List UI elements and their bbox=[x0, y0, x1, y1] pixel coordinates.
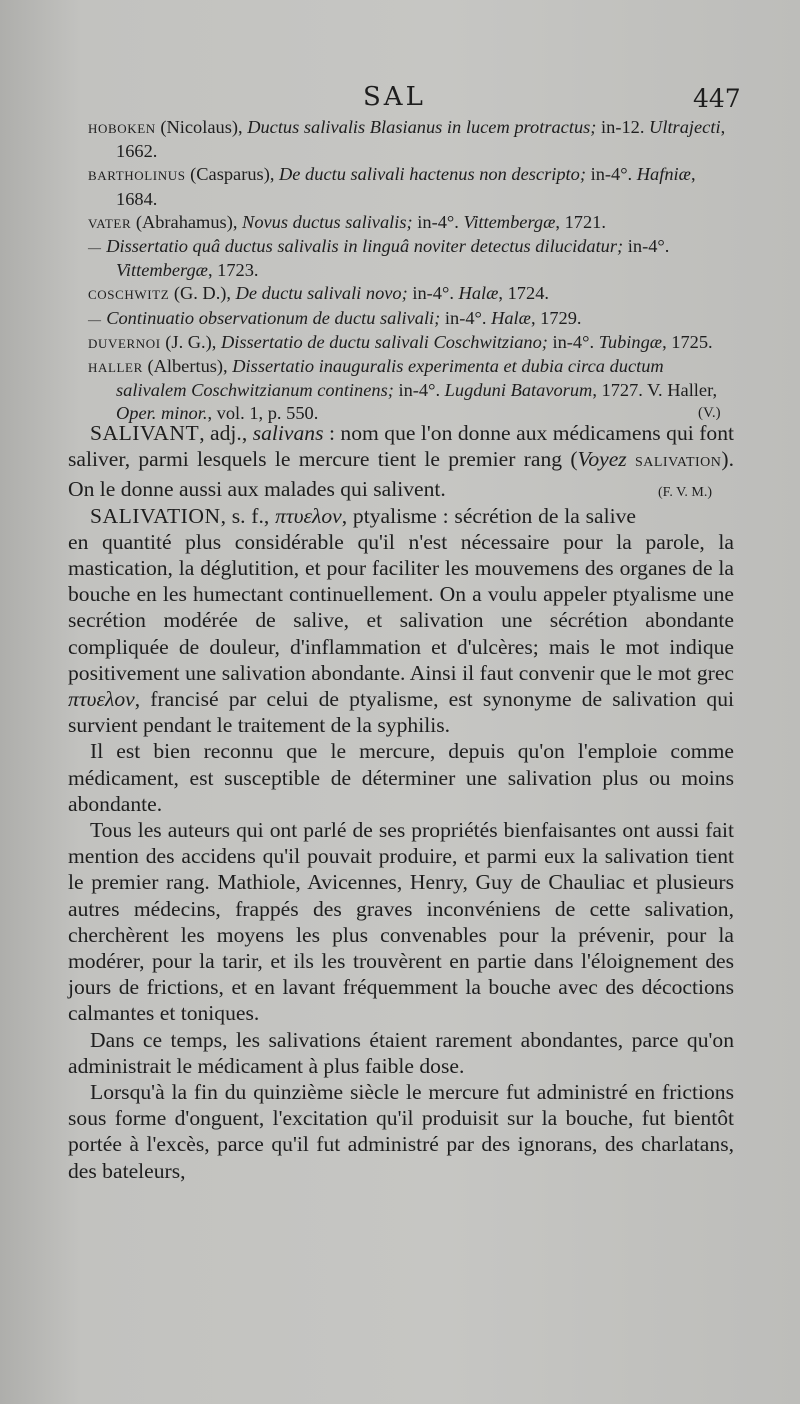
running-head: SAL bbox=[363, 82, 426, 112]
bibliography-entry: DUVERNOI (J. G.), Dissertatio de ductu salivali Coschwitziano; in-4°. Tubingæ, 1725. bbox=[88, 331, 713, 352]
entry-salivant: SALIVANT, adj., salivans : nom que l'on donne aux médicamens qui font saliver, parmi lesquels le mercure tient le premier rang (Voyez SALIVATION). On le donne aussi aux malades qui salivent. (F. V. M.) bbox=[68, 420, 734, 503]
page-number: 447 bbox=[693, 84, 741, 113]
headword: SALIVANT bbox=[90, 421, 200, 445]
cross-reference: SALIVATION bbox=[634, 455, 722, 471]
paragraph: Lorsqu'à la fin du quinzième siècle le mercure fut administré en frictions sous forme d'onguent, l'excitation qu'il produisit sur la bouche, fut bientôt portée à l'excès, parce qu'il fut administré par des ignorans, des charlatans, des bateleurs, bbox=[68, 1080, 734, 1183]
article-body bbox=[68, 420, 734, 1184]
bibliography-entry: HALLER (Albertus), Dissertatio inauguralis experimenta et dubia circa ductum salivalem Coschwitzianum continens; in-4°. Lugduni Batavorum, 1727. V. Haller, Oper. minor., vol. 1, p. 550. (V.) bbox=[88, 356, 721, 424]
page-header bbox=[0, 82, 800, 116]
paragraph: Dans ce temps, les salivations étaient rarement abondantes, parce qu'on administrait le médicament à plus faible dose. bbox=[68, 1027, 734, 1078]
author-signature: (F. V. M.) bbox=[658, 485, 712, 501]
paragraph: Il est bien reconnu que le mercure, depuis qu'on l'emploie comme médicament, est susceptible de déterminer une salivation plus ou moins abondante. bbox=[68, 739, 734, 816]
headword: SALIVATION bbox=[90, 503, 221, 528]
bibliography-entry: — Continuatio observationum de ductu salivali; in-4°. Halæ, 1729. bbox=[88, 307, 582, 328]
bibliography-entry: BARTHOLINUS (Casparus), De ductu salivali hactenus non descripto; in-4°. Hafniæ, 1684. bbox=[88, 164, 696, 209]
bibliography-entry: VATER (Abrahamus), Novus ductus salivalis; in-4°. Vittembergæ, 1721. bbox=[88, 211, 606, 232]
entry-salivation: SALIVATION, s. f., πτυελον, ptyalisme : sécrétion de la salive en quantité plus considérable qu'il n'est nécessaire pour la parole, la mastication, la déglutition, et pour faciliter les mouvemens des organes de la bouche en les humectant continuellement. On a voulu appeler ptyalisme une secrétion modérée de salive, et salivation une sécrétion abondante compliquée de douleur, d'inflammation et d'ulcères; mais le mot indique positivement une salivation abondante. Ainsi il faut convenir que le mot grec πτυελον, francisé par celui de ptyalisme, est synonyme de salivation qui survient pendant le traitement de la syphilis. bbox=[68, 503, 734, 738]
bibliography-entry: COSCHWITZ (G. D.), De ductu salivali novo; in-4°. Halæ, 1724. bbox=[88, 283, 549, 304]
bibliography-entry: HOBOKEN (Nicolaus), Ductus salivalis Blasianus in lucem protractus; in-12. Ultrajecti, 1662. bbox=[88, 117, 726, 162]
paragraph: Tous les auteurs qui ont parlé de ses propriétés bienfaisantes ont aussi fait mention des accidens qu'il pouvait produire, et parmi eux la salivation tient le premier rang. Mathiole, Avicennes, Henry, Guy de Chauliac et plusieurs autres médecins, frappés des graves inconvéniens de cette salivation, cherchèrent les moyens les plus convenables pour la prévenir, pour la modérer, pour la tarir, et ils les trouvèrent en partie dans l'éloignement des jours de frictions, et en lavant fréquemment la bouche avec des décoctions calmantes et toniques. bbox=[68, 818, 734, 1026]
bibliography bbox=[88, 116, 736, 426]
bibliography-entry: — Dissertatio quâ ductus salivalis in linguâ noviter detectus dilucidatur; in-4°. Vittembergæ, 1723. bbox=[88, 236, 670, 281]
